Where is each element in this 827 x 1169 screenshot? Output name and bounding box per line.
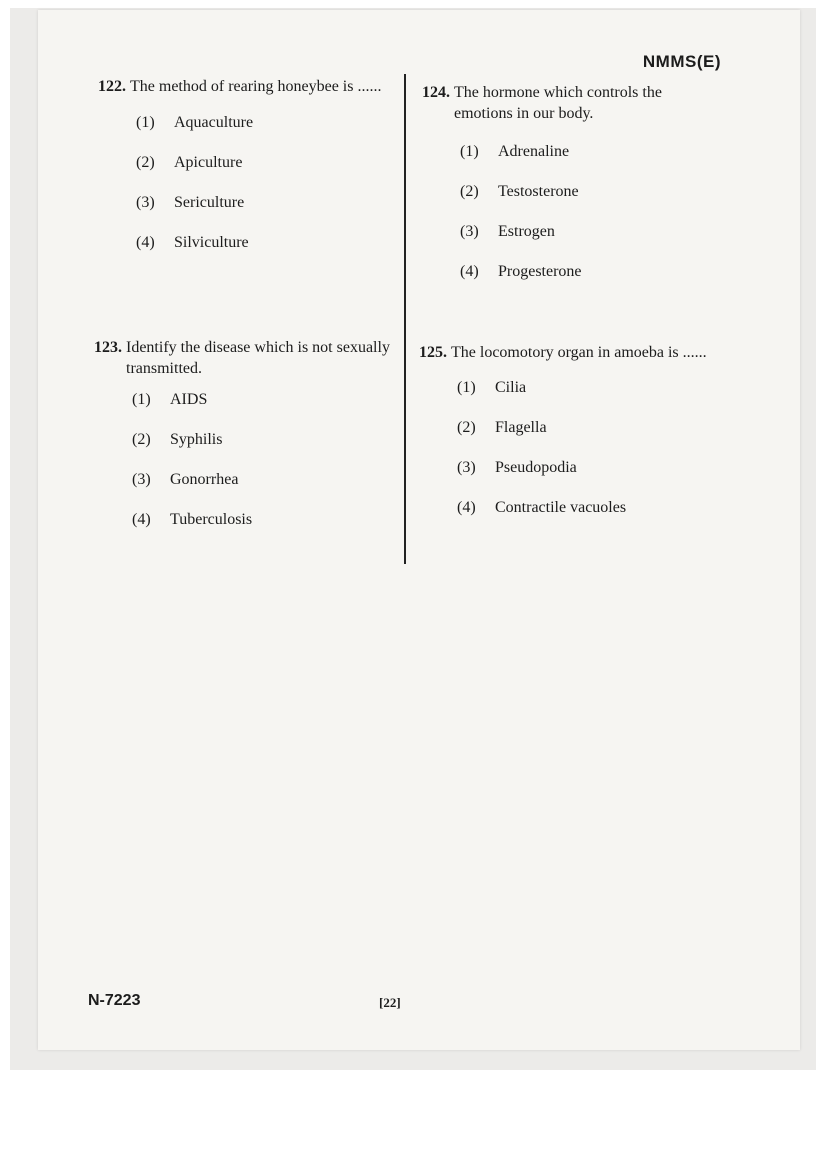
option	[457, 497, 719, 537]
option-number: (2)	[136, 154, 155, 171]
question-number: 123.	[94, 339, 122, 356]
paper-code: N-7223	[88, 992, 141, 1009]
question-text: Identify the disease which is not sexually transmitted.	[126, 339, 390, 377]
option	[460, 261, 722, 301]
question-number: 122.	[98, 78, 126, 95]
option	[460, 221, 722, 261]
option-number: (1)	[132, 391, 151, 408]
option	[460, 141, 722, 181]
question-number: 125.	[419, 344, 447, 361]
option-text: Flagella	[495, 419, 547, 436]
option-text: Cilia	[495, 379, 527, 396]
option	[457, 457, 719, 497]
option-text: Sericulture	[174, 194, 245, 211]
exam-code: NMMS(E)	[642, 52, 721, 71]
option-number: (3)	[457, 459, 476, 476]
question-125	[419, 342, 719, 537]
question-text: The locomotory organ in amoeba is ......	[451, 344, 707, 361]
column-divider	[404, 74, 406, 564]
option	[136, 152, 398, 192]
option-number: (1)	[136, 114, 155, 131]
option-text: Aquaculture	[174, 114, 254, 131]
option-text: Adrenaline	[498, 143, 570, 160]
option-text: Tuberculosis	[170, 511, 253, 528]
option	[132, 389, 394, 429]
option	[136, 192, 398, 232]
question-124	[422, 82, 722, 301]
option	[136, 232, 398, 272]
page-number: [22]	[379, 995, 401, 1010]
question-123	[94, 337, 394, 549]
option-number: (3)	[460, 223, 479, 240]
option-number: (4)	[457, 499, 476, 516]
option-text: Syphilis	[170, 431, 223, 448]
question-text: The hormone which controls the emotions in our body.	[454, 84, 662, 122]
option-list	[98, 112, 398, 272]
option-number: (3)	[136, 194, 155, 211]
option	[457, 377, 719, 417]
option-text: Pseudopodia	[495, 459, 577, 476]
option-number: (3)	[132, 471, 151, 488]
option-number: (2)	[457, 419, 476, 436]
option-text: Apiculture	[174, 154, 243, 171]
option-number: (2)	[460, 183, 479, 200]
option-text: AIDS	[170, 391, 208, 408]
option	[457, 417, 719, 457]
option-number: (4)	[132, 511, 151, 528]
option	[136, 112, 398, 152]
option-number: (4)	[136, 234, 155, 251]
option-list	[419, 377, 719, 537]
option-number: (4)	[460, 263, 479, 280]
option-list	[422, 141, 722, 301]
question-number: 124.	[422, 84, 450, 101]
option	[132, 509, 394, 549]
option-number: (1)	[460, 143, 479, 160]
option	[132, 429, 394, 469]
option-text: Progesterone	[498, 263, 582, 280]
option-number: (2)	[132, 431, 151, 448]
question-122	[98, 76, 398, 272]
option	[460, 181, 722, 221]
option-text: Testosterone	[498, 183, 579, 200]
option-text: Gonorrhea	[170, 471, 239, 488]
option-text: Contractile vacuoles	[495, 499, 627, 516]
option-number: (1)	[457, 379, 476, 396]
option-text: Estrogen	[498, 223, 555, 240]
option-list	[94, 389, 394, 549]
option	[132, 469, 394, 509]
option-text: Silviculture	[174, 234, 249, 251]
question-text: The method of rearing honeybee is ......	[130, 78, 382, 95]
